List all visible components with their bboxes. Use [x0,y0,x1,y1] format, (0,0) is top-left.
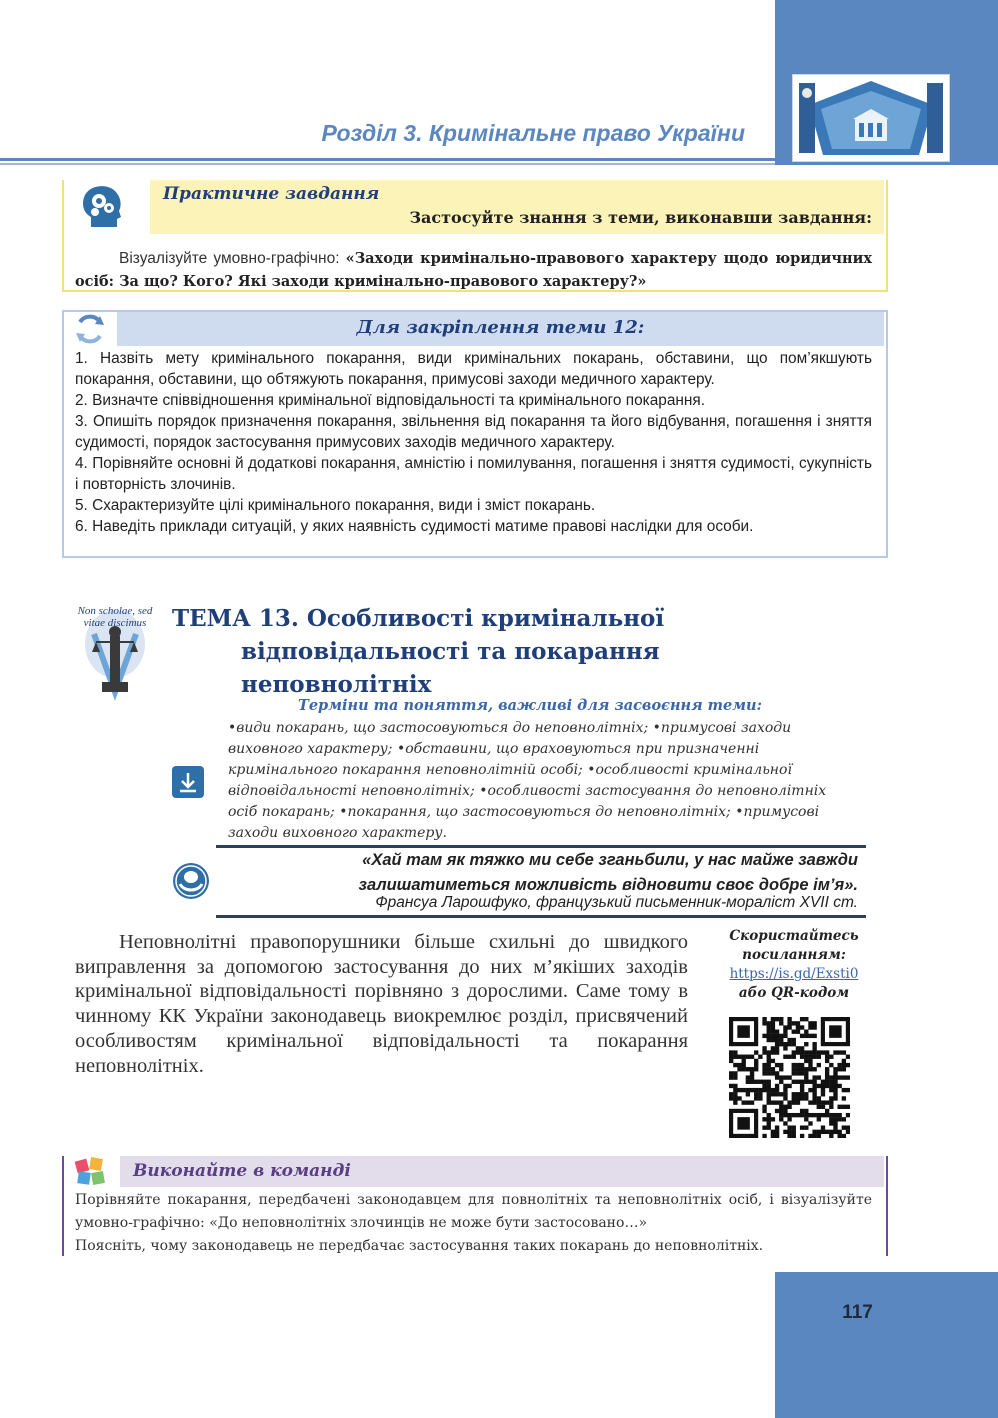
law-emblem-image [792,74,950,162]
topic-title-line1: ТЕМА 13. Особливості кримінальної [172,605,665,632]
refresh-arrows-icon [72,312,108,351]
brain-hands-icon [172,862,210,905]
chapter-title: Розділ 3. Кримінальне право України [321,120,745,146]
motto-line1: Non scholae, sed [77,605,153,617]
themis-statue-icon [72,596,158,711]
question-item: 3. Опишіть порядок призначення покарання, звільнення від покарання та його відбування, погашення і зняття судимості, порядок застосування примусових заходів медичного характеру. [75,413,872,451]
question-item: 6. Наведіть приклади ситуацій, у яких наявність судимості матиме правові наслідки для особи. [75,518,754,535]
quote-divider-bottom [216,915,866,918]
quote-line1: «Хай там як тяжко ми себе зганьбили, у нас майже завжди [362,851,858,869]
footer-blue-band [775,1272,998,1418]
qr-link[interactable]: https://is.gd/Exsti0 [729,966,859,982]
quote-text [216,848,858,898]
qr-caption [714,927,874,1003]
header-divider-thin [0,163,775,165]
topic-title-line2: відповідальності та покарання [241,638,660,665]
header-divider [0,158,775,161]
qr-caption-line1: Скористайтесь [729,928,859,944]
question-item: 4. Порівняйте основні й додаткові покарання, амністію і помилування, погашення і зняття судимості, сукупність і повторність злочинів. [75,455,872,493]
topic-title [172,602,732,701]
terms-heading: Терміни та поняття, важливі для засвоєння теми: [298,697,762,714]
practical-task-text [75,247,872,293]
team-task-text [75,1189,872,1258]
question-item: 5. Схарактеризуйте цілі кримінального покарання, види і зміст покарань. [75,497,596,514]
practical-task-title: Практичне завдання [163,184,380,204]
question-item: 1. Назвіть мету кримінального покарання, види кримінальних покарань, обставини, що пом’якшують покарання, обставини, що обтяжують покарання, примусові заходи медичного характеру. [75,350,872,388]
download-icon [172,766,204,803]
main-paragraph: Неповнолітні правопорушники більше схильні до швидкого виправлення за допомогою застосування до них м’якіших заходів кримінальної відповідальності порівняно з дорослими. Саме тому в чинному КК України законодавець виокремлює розділ, присвячений особливостям кримінальної відповідальності та покарання неповнолітніх. [75,931,688,1077]
practical-task-question: «Заходи кримінально-правового характеру щодо юридичних осіб: За що? Кого? Які заходи кримінально-правового характеру?» [75,250,873,290]
motto-line2: vitae discimus [83,617,147,629]
reinforcement-title: Для закріплення теми 12: [356,317,645,338]
topic-title-line3: неповнолітніх [241,671,432,698]
puzzle-hands-icon [72,1154,110,1193]
quote-author: Франсуа Ларошфуко, французький письменник-мораліст XVII ст. [375,894,858,911]
practical-task-subtitle: Застосуйте знання з теми, виконавши завдання: [409,208,872,227]
practical-intro: Візуалізуйте умовно-графічно: [119,250,346,267]
quote-line2: залишатиметься можливість відновити своє добре ім’я». [358,876,858,894]
team-task-text1: Порівняйте покарання, передбачені законодавцем для повнолітніх та неповнолітніх осіб, і візуалізуйте умовно-графічно: «До неповнолітніх злочинців не може бути застосовано…» [75,1192,872,1231]
qr-code[interactable] [729,1017,850,1138]
team-task-title: Виконайте в команді [133,1161,351,1181]
qr-caption-line3: або QR-кодом [738,985,850,1001]
qr-caption-line2: посиланням: [742,947,846,963]
page-number: 117 [842,1302,873,1323]
question-item: 2. Визначте співвідношення кримінальної відповідальності та кримінального покарання. [75,392,706,409]
reinforcement-questions [75,348,872,537]
team-task-text2: Поясніть, чому законодавець не передбачає застосування таких покарань до неповнолітніх. [75,1238,764,1254]
head-gears-icon [77,181,129,238]
terms-list: •види покарань, що застосовуються до неповнолітніх; •примусові заходи виховного характеру; •обставини, що враховуються при призначенні кримінального покарання неповнолітній особі; •особливості кримінальної відповідальності неповнолітніх; •особливості застосування до неповнолітніх осіб покарань; •покарання, що застосовуються до неповнолітніх; •примусові заходи виховного характеру. [228,720,827,841]
